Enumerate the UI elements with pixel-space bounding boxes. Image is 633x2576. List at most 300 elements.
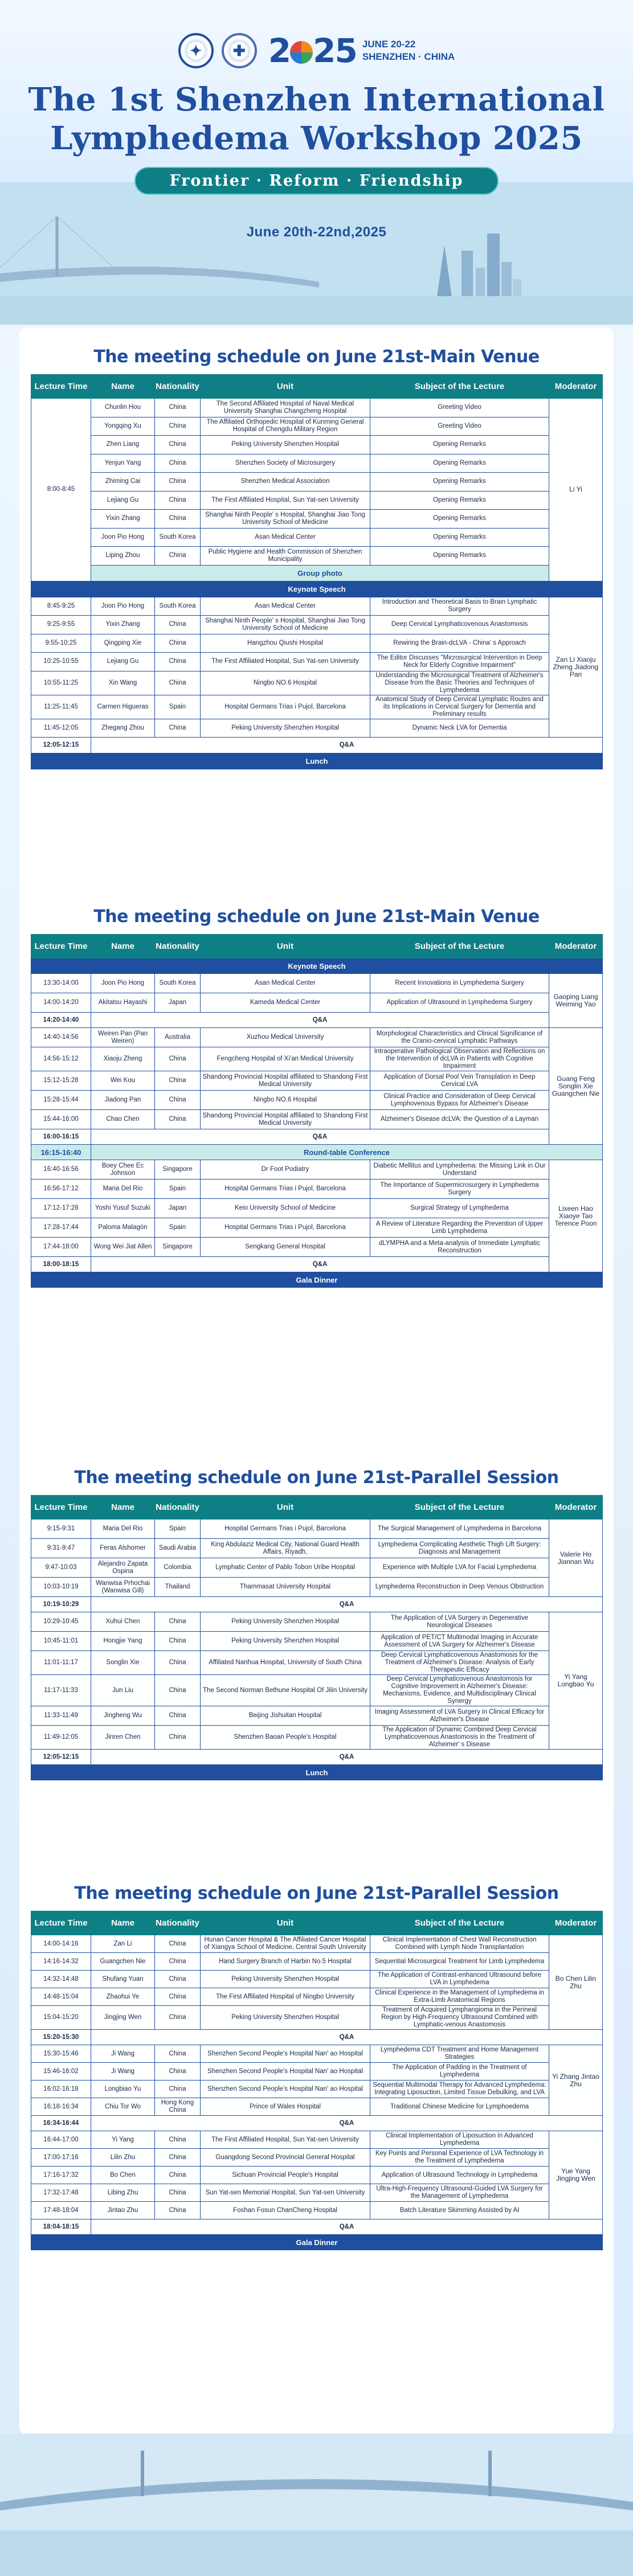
nationality: Saudi Arabia — [155, 1539, 201, 1558]
nationality: China — [155, 2063, 201, 2081]
unit: Shanghai Ninth People' s Hospital, Shanghai Jiao Tong University School of Medicine — [201, 510, 370, 529]
table-row — [31, 2202, 603, 2219]
lecture-time: 17:28-17:44 — [31, 1218, 91, 1238]
moderator: Yi Zhang Jintao Zhu — [549, 2045, 603, 2116]
nationality: Hong Kong China — [155, 2098, 201, 2116]
unit: The Affiliated Orthopedic Hospital of Kunming General Hospital of Chengdu Military Region — [201, 417, 370, 436]
unit: Shandong Provincial Hospital affiliated to Shandong First Medical University — [201, 1110, 370, 1129]
lecture-subject: Anatomical Study of Deep Cervical Lymphatic Routes and its Implications in Cervical Surgery for Dementia and Preliminary results — [370, 695, 549, 719]
speaker-name: Yoshi Yusuf Suzuki — [91, 1199, 155, 1218]
lecture-subject: Clinical Implementation of Chest Wall Reconstruction Combined with Lymph Node Transplantation — [370, 1935, 549, 1953]
unit: King Abdulaziz Medical City, National Guard Health Affairs, Riyadh, — [201, 1539, 370, 1558]
qa-row — [31, 1257, 603, 1272]
lecture-subject: Sequential Multimodal Therapy for Advanced Lymphedema: Integrating Liposuction, Limited Tissue Debulking, and LVA — [370, 2081, 549, 2098]
lecture-subject: The Surgical Management of Lymphedema in Barcelona — [370, 1520, 549, 1539]
logo-year: 2 25 — [268, 31, 357, 70]
speaker-name: Joon Pio Hong — [91, 597, 155, 616]
qa-row — [31, 1145, 603, 1160]
qa-time: 18:00-18:15 — [31, 1257, 91, 1272]
lecture-time: 9:25-9:55 — [31, 616, 91, 634]
nationality: China — [155, 491, 201, 510]
nationality: China — [155, 1047, 201, 1071]
qa-label: Q&A — [91, 1257, 549, 1272]
lecture-time: 11:25-11:45 — [31, 695, 91, 719]
speaker-name: Wong Wei Jiat Allen — [91, 1238, 155, 1257]
nationality: China — [155, 2184, 201, 2202]
qa-time: 12:05-12:15 — [31, 1750, 91, 1765]
lecture-subject: Morphological Characteristics and Clinical Significance of the Cranio-cervical Lymphatic Pathways — [370, 1028, 549, 1047]
unit: Shenzhen Baoan People's Hospital — [201, 1726, 370, 1750]
nationality: China — [155, 1071, 201, 1091]
speaker-name: Jintao Zhu — [91, 2202, 155, 2219]
qa-label: Q&A — [91, 2030, 603, 2045]
speaker-name: Songlin Xie — [91, 1651, 155, 1675]
unit: Hospital Germans Trias i Pujol, Barcelona — [201, 695, 370, 719]
unit: Xuzhou Medical University — [201, 1028, 370, 1047]
lecture-subject: Opening Remarks — [370, 454, 549, 473]
section-title: The meeting schedule on June 21st-Main Venue — [93, 907, 540, 927]
lecture-subject: Lymphedema Reconstruction in Deep Venous Obstruction — [370, 1578, 549, 1597]
unit: The First Affiliated Hospital, Sun Yat-sen University — [201, 2131, 370, 2149]
table-row — [31, 1612, 603, 1632]
unit: Guangdong Second Provincial General Hospital — [201, 2149, 370, 2167]
nationality: Japan — [155, 993, 201, 1013]
unit: Lymphatic Center of Pablo Tobon Uribe Hospital — [201, 1558, 370, 1578]
unit: Ningbo NO.6 Hospital — [201, 671, 370, 695]
lecture-subject: Opening Remarks — [370, 491, 549, 510]
lecture-time: 15:04-15:20 — [31, 2006, 91, 2030]
lecture-subject: Understanding the Microsurgical Treatment of Alzheimer's Disease from the Basic Theories and Techniques of Lymphedema — [370, 671, 549, 695]
lecture-time: 14:32-14:48 — [31, 1971, 91, 1988]
lecture-subject: Diabetic Mellitus and Lymphedema: the Missing Link in Our Understand — [370, 1160, 549, 1180]
lecture-time: 13:30-14:00 — [31, 974, 91, 993]
lecture-time: 11:01-11:17 — [31, 1651, 91, 1675]
lecture-time: 14:40-14:56 — [31, 1028, 91, 1047]
qa-time: 10:19-10:29 — [31, 1597, 91, 1612]
speaker-name: Zan Li — [91, 1935, 155, 1953]
nationality: Spain — [155, 1180, 201, 1199]
logo-dates — [362, 38, 455, 63]
lecture-subject: Opening Remarks — [370, 436, 549, 454]
moderator: Valerie Ho Jiannan Wu — [549, 1520, 603, 1597]
nationality: Spain — [155, 695, 201, 719]
table-row — [31, 417, 603, 436]
lecture-time: 8:45-9:25 — [31, 597, 91, 616]
page-title — [0, 80, 633, 158]
schedule-table — [31, 934, 603, 1288]
nationality: China — [155, 2006, 201, 2030]
column-header: Moderator — [549, 935, 603, 959]
column-header: Nationality — [155, 1911, 201, 1935]
unit: Peking University Shenzhen Hospital — [201, 2006, 370, 2030]
lecture-time: 14:16-14:32 — [31, 1953, 91, 1971]
table-row — [31, 616, 603, 634]
lecture-time: 15:44-16:00 — [31, 1110, 91, 1129]
table-row — [31, 1706, 603, 1726]
lecture-subject: Opening Remarks — [370, 528, 549, 547]
column-header: Name — [91, 1496, 155, 1520]
speaker-name: Wanwisa Prhochai (Wanwisa Gill) — [91, 1578, 155, 1597]
qa-time: 18:04-18:15 — [31, 2219, 91, 2235]
column-header: Nationality — [155, 935, 201, 959]
column-header: Unit — [201, 375, 370, 399]
column-header: Nationality — [155, 375, 201, 399]
table-header-row — [31, 1911, 603, 1935]
nationality: China — [155, 2045, 201, 2063]
table-row — [31, 719, 603, 738]
unit: Peking University Shenzhen Hospital — [201, 1632, 370, 1651]
nationality: China — [155, 671, 201, 695]
nationality: China — [155, 2202, 201, 2219]
lecture-subject: Key Points and Personal Experience of LVA Technology in the Treatment of Lymphedema — [370, 2149, 549, 2167]
nationality: China — [155, 454, 201, 473]
column-header: Name — [91, 375, 155, 399]
lecture-subject: Traditional Chinese Medicine for Lymphoedema — [370, 2098, 549, 2116]
table-row — [31, 1539, 603, 1558]
lecture-time: 17:44-18:00 — [31, 1238, 91, 1257]
moderator: Yi Yang Longbao Yu — [549, 1612, 603, 1750]
speaker-name: Chao Chen — [91, 1110, 155, 1129]
speaker-name: Ji Wang — [91, 2045, 155, 2063]
qa-time: 12:05-12:15 — [31, 738, 91, 753]
qa-time: 15:20-15:30 — [31, 2030, 91, 2045]
qa-time: 14:20-14:40 — [31, 1013, 91, 1028]
unit: Hunan Cancer Hospital & The Affiliated Cancer Hospital of Xiangya School of Medicine, Central South University — [201, 1935, 370, 1953]
lecture-subject: Lymphedema Complicating Aesthetic Thigh Lift Surgery: Diagnosis and Management — [370, 1539, 549, 1558]
unit: Ningbo NO.6 Hospital — [201, 1091, 370, 1110]
band-label: Keynote Speech — [31, 959, 603, 974]
table-row — [31, 993, 603, 1013]
qa-row — [31, 2116, 603, 2131]
speaker-name: Yixin Zhang — [91, 510, 155, 529]
lecture-subject: Opening Remarks — [370, 510, 549, 529]
speaker-name: Jun Liu — [91, 1675, 155, 1706]
unit: Sun Yat-sen Memorial Hospital, Sun Yat-sen University — [201, 2184, 370, 2202]
table-row — [31, 2149, 603, 2167]
speaker-name: Bo Chen — [91, 2167, 155, 2184]
lecture-subject: Recent Innovations in Lymphedema Surgery — [370, 974, 549, 993]
table-row — [31, 1071, 603, 1091]
lecture-time: 14:56-15:12 — [31, 1047, 91, 1071]
unit: Sichuan Provincial People's Hospital — [201, 2167, 370, 2184]
lecture-time: 14:00-14:16 — [31, 1935, 91, 1953]
lecture-subject: Clinical Practice and Consideration of Deep Cervical Lymphovenous Bypass for Alzheimer's Disease — [370, 1091, 549, 1110]
table-row — [31, 1558, 603, 1578]
speaker-name: Jingheng Wu — [91, 1706, 155, 1726]
unit: Shenzhen Second People's Hospital Nan' ao Hospital — [201, 2081, 370, 2098]
speaker-name: Boey Chee Ec Johnson — [91, 1160, 155, 1180]
lecture-time: 17:48-18:04 — [31, 2202, 91, 2219]
column-header: Moderator — [549, 1911, 603, 1935]
lecture-time: 10:03-10:19 — [31, 1578, 91, 1597]
qa-time: 16:00-16:15 — [31, 1129, 91, 1145]
table-row — [31, 2131, 603, 2149]
nationality: China — [155, 1110, 201, 1129]
lecture-subject: The Editor Discusses "Microsurgical Intervention in Deep Neck for Elderly Cognitive Impairment" — [370, 653, 549, 671]
nationality: China — [155, 1988, 201, 2006]
qa-row — [31, 565, 603, 581]
speaker-name: Maria Del Rio — [91, 1180, 155, 1199]
nationality: South Korea — [155, 597, 201, 616]
speaker-name: Xuhui Chen — [91, 1612, 155, 1632]
lecture-subject: Clinical Experience in the Management of Lymphedema in Extra-Limb Anatomical Regions — [370, 1988, 549, 2006]
table-row — [31, 1578, 603, 1597]
nationality: China — [155, 473, 201, 492]
nationality: Singapore — [155, 1160, 201, 1180]
speaker-name: Ji Wang — [91, 2063, 155, 2081]
speaker-name: Chiu Tor Wo — [91, 2098, 155, 2116]
lecture-time: 9:47-10:03 — [31, 1558, 91, 1578]
qa-label: Q&A — [91, 2116, 603, 2131]
unit: Shenzhen Society of Microsurgery — [201, 454, 370, 473]
lecture-subject: The Importance of Supermicrosurgery in Lymphedema Surgery — [370, 1180, 549, 1199]
unit: Sengkang General Hospital — [201, 1238, 370, 1257]
speaker-name: Liping Zhou — [91, 547, 155, 566]
table-row — [31, 2006, 603, 2030]
unit: Keio University School of Medicine — [201, 1199, 370, 1218]
qa-row — [31, 2030, 603, 2045]
lecture-time: 11:33-11:49 — [31, 1706, 91, 1726]
speaker-name: Xin Wang — [91, 671, 155, 695]
lecture-time: 11:45-12:05 — [31, 719, 91, 738]
unit: Thammasat University Hospital — [201, 1578, 370, 1597]
band-row — [31, 581, 603, 597]
speaker-name: Jiadong Pan — [91, 1091, 155, 1110]
lecture-subject: The Application of Contrast-enhanced Ultrasound before LVA in Lymphedema — [370, 1971, 549, 1988]
globe-o-icon — [290, 41, 313, 64]
lecture-subject: Imaging Assessment of LVA Surgery in Clinical Efficacy for Alzheimer's Disease — [370, 1706, 549, 1726]
logo-dates-line2: SHENZHEN · CHINA — [362, 51, 455, 62]
table-row — [31, 1028, 603, 1047]
table-row — [31, 491, 603, 510]
lecture-subject: Dynamic Neck LVA for Dementia — [370, 719, 549, 738]
speaker-name: Zhen Liang — [91, 436, 155, 454]
nationality: China — [155, 547, 201, 566]
lecture-subject: Lymphedema CDT Treatment and Home Management Strategies — [370, 2045, 549, 2063]
schedule-table — [31, 1495, 603, 1780]
lecture-time: 9:31-9:47 — [31, 1539, 91, 1558]
nationality: China — [155, 1935, 201, 1953]
speaker-name: Shufang Yuan — [91, 1971, 155, 1988]
nationality: China — [155, 653, 201, 671]
speaker-name: Zhaohui Ye — [91, 1988, 155, 2006]
unit: Shanghai Ninth People' s Hospital, Shanghai Jiao Tong University School of Medicine — [201, 616, 370, 634]
schedule-section — [19, 340, 614, 769]
unit: Fengcheng Hospital of Xi'an Medical University — [201, 1047, 370, 1071]
qa-label: Q&A — [91, 2219, 603, 2235]
table-header-row — [31, 1496, 603, 1520]
unit: Peking University Shenzhen Hospital — [201, 1971, 370, 1988]
table-row — [31, 1160, 603, 1180]
unit: Shandong Provincial Hospital affiliated to Shandong First Medical University — [201, 1071, 370, 1091]
unit: Shenzhen Medical Association — [201, 473, 370, 492]
unit: Prince of Wales Hospital — [201, 2098, 370, 2116]
speaker-name: Jinren Chen — [91, 1726, 155, 1750]
lecture-subject: Opening Remarks — [370, 547, 549, 566]
unit: Hangzhou Qiushi Hospital — [201, 634, 370, 653]
table-row — [31, 454, 603, 473]
unit: The Second Affiliated Hospital of Naval Medical University Shanghai Changzheng Hospital — [201, 399, 370, 417]
moderator: Guang Feng Songlin Xie Guangchen Nie — [549, 1028, 603, 1145]
lecture-subject: Application of PET/CT Multimodal Imaging in Accurate Assessment of LVA Surgery for Alzheimer's Disease — [370, 1632, 549, 1651]
tagline-badge: Frontier · Reform · Friendship — [134, 167, 499, 195]
nationality: Spain — [155, 1520, 201, 1539]
nationality: China — [155, 399, 201, 417]
lecture-subject: The Application of Padding in the Treatment of Lymphedema — [370, 2063, 549, 2081]
section-title: The meeting schedule on June 21st-Main Venue — [93, 347, 540, 367]
column-header: Nationality — [155, 1496, 201, 1520]
speaker-name: Carmen Higueras — [91, 695, 155, 719]
speaker-name: Zhegang Zhou — [91, 719, 155, 738]
speaker-name: Joon Pio Hong — [91, 974, 155, 993]
schedule-card — [19, 327, 614, 2435]
speaker-name: Maria Del Rio — [91, 1520, 155, 1539]
nationality: Colombia — [155, 1558, 201, 1578]
nationality: China — [155, 1612, 201, 1632]
nationality: South Korea — [155, 528, 201, 547]
speaker-name: Chunlin Hou — [91, 399, 155, 417]
unit: Shenzhen Second People's Hospital Nan' ao Hospital — [201, 2063, 370, 2081]
title-line1: The 1st Shenzhen International — [28, 81, 605, 118]
qa-label: Q&A — [91, 1129, 549, 1145]
unit: Asan Medical Center — [201, 974, 370, 993]
lecture-subject: Greeting Video — [370, 399, 549, 417]
nationality: China — [155, 436, 201, 454]
logo-row — [0, 0, 633, 70]
column-header: Lecture Time — [31, 935, 91, 959]
section-title: The meeting schedule on June 21st-Parallel Session — [74, 1468, 559, 1488]
nationality: China — [155, 2149, 201, 2167]
table-row — [31, 399, 603, 417]
break-row — [31, 2235, 603, 2250]
qa-row — [31, 1750, 603, 1765]
speaker-name: Guangchen Nie — [91, 1953, 155, 1971]
event-logo — [268, 31, 455, 70]
column-header: Lecture Time — [31, 1496, 91, 1520]
table-row — [31, 1988, 603, 2006]
lecture-time: 17:00-17:16 — [31, 2149, 91, 2167]
lecture-time: 16:02-16:18 — [31, 2081, 91, 2098]
table-row — [31, 1047, 603, 1071]
schedule-table — [31, 1911, 603, 2250]
break-row — [31, 1272, 603, 1288]
unit: Hospital Germans Trias i Pujol, Barcelona — [201, 1218, 370, 1238]
qa-label: Round-table Conference — [91, 1145, 603, 1160]
table-header-row — [31, 375, 603, 399]
nationality: Spain — [155, 1218, 201, 1238]
speaker-name: Alejandro Zapata Ospina — [91, 1558, 155, 1578]
column-header: Lecture Time — [31, 375, 91, 399]
qa-row — [31, 2219, 603, 2235]
table-header-row — [31, 935, 603, 959]
unit: Hospital Germans Trias i Pujol, Barcelona — [201, 1520, 370, 1539]
nationality: China — [155, 1651, 201, 1675]
lecture-subject: Application of Ultrasound in Lymphedema Surgery — [370, 993, 549, 1013]
moderator: Gaoping Liang Weiming Yao — [549, 974, 603, 1028]
table-row — [31, 2098, 603, 2116]
nationality: South Korea — [155, 974, 201, 993]
unit: Hand Surgery Branch of Harbin No.5 Hospital — [201, 1953, 370, 1971]
table-row — [31, 1520, 603, 1539]
column-header: Unit — [201, 1911, 370, 1935]
unit: Foshan Fosun ChanCheng Hospital — [201, 2202, 370, 2219]
column-header: Subject of the Lecture — [370, 1496, 549, 1520]
qa-row — [31, 1013, 603, 1028]
logo-dates-line1: JUNE 20-22 — [362, 39, 416, 50]
speaker-name: Weiren Pan (Pan Weiren) — [91, 1028, 155, 1047]
nationality: China — [155, 510, 201, 529]
speaker-name: Feras Alshomer — [91, 1539, 155, 1558]
table-row — [31, 1953, 603, 1971]
lecture-time: 9:15-9:31 — [31, 1520, 91, 1539]
lecture-time: 10:29-10:45 — [31, 1612, 91, 1632]
table-row — [31, 597, 603, 616]
lecture-time: 17:12-17:28 — [31, 1199, 91, 1218]
column-header: Moderator — [549, 375, 603, 399]
nationality: China — [155, 1091, 201, 1110]
event-dates: June 20th-22nd,2025 — [246, 224, 387, 240]
lecture-time: 8:00-8:45 — [31, 399, 91, 581]
column-header: Unit — [201, 1496, 370, 1520]
title-line2: Lymphedema Workshop 2025 — [50, 120, 583, 157]
nationality: China — [155, 1706, 201, 1726]
unit: The First Affiliated Hospital of Ningbo University — [201, 1988, 370, 2006]
nationality: China — [155, 2081, 201, 2098]
speaker-name: Joon Pio Hong — [91, 528, 155, 547]
moderator: Yue Yang Jingjing Wen — [549, 2131, 603, 2219]
nationality: Australia — [155, 1028, 201, 1047]
qa-row — [31, 1597, 603, 1612]
nationality: China — [155, 1675, 201, 1706]
speaker-name: Jingjing Wen — [91, 2006, 155, 2030]
moderator: Bo Chen Lilin Zhu — [549, 1935, 603, 2030]
qa-label: Q&A — [91, 1750, 603, 1765]
lecture-subject: Application of Dorsal Pool Vein Transplation in Deep Cervical LVA — [370, 1071, 549, 1091]
lecture-time: 16:56-17:12 — [31, 1180, 91, 1199]
qa-row — [31, 738, 603, 753]
moderator: Zan Li Xiaoju Zheng Jiadong Pan — [549, 597, 603, 738]
speaker-name: Akitatsu Hayashi — [91, 993, 155, 1013]
lecture-subject: Clinical Implementation of Liposuction in Advanced Lymphedema — [370, 2131, 549, 2149]
speaker-name: Yongqing Xu — [91, 417, 155, 436]
qa-time: 16:34-16:44 — [31, 2116, 91, 2131]
nationality: China — [155, 2131, 201, 2149]
nationality: China — [155, 417, 201, 436]
lecture-time: 14:00-14:20 — [31, 993, 91, 1013]
lecture-time: 17:16-17:32 — [31, 2167, 91, 2184]
lecture-subject: Ultra-High-Frequency Ultrasound-Guided LVA Surgery for the Management of Lymphedema — [370, 2184, 549, 2202]
lecture-time: 16:44-17:00 — [31, 2131, 91, 2149]
lecture-subject: The Application of Dynamic Combined Deep Cervical Lymphaticovenous Anastomosis in the Treatment of Alzheimer' s Disease — [370, 1726, 549, 1750]
qa-label: Q&A — [91, 1597, 603, 1612]
table-row — [31, 671, 603, 695]
table-row — [31, 1180, 603, 1199]
table-row — [31, 1199, 603, 1218]
lecture-time: 15:28-15:44 — [31, 1091, 91, 1110]
table-row — [31, 2167, 603, 2184]
column-header: Subject of the Lecture — [370, 1911, 549, 1935]
lecture-time: 14:48-15:04 — [31, 1988, 91, 2006]
speaker-name: Wei Kou — [91, 1071, 155, 1091]
speaker-name: Hongjie Yang — [91, 1632, 155, 1651]
unit: Beijing Jishuitan Hospital — [201, 1706, 370, 1726]
lecture-subject: Surgical Strategy of Lymphedema — [370, 1199, 549, 1218]
lecture-time: 11:17-11:33 — [31, 1675, 91, 1706]
table-row — [31, 1651, 603, 1675]
column-header: Name — [91, 1911, 155, 1935]
table-row — [31, 1675, 603, 1706]
lecture-subject: Experience with Multiple LVA for Facial Lymphedema — [370, 1558, 549, 1578]
